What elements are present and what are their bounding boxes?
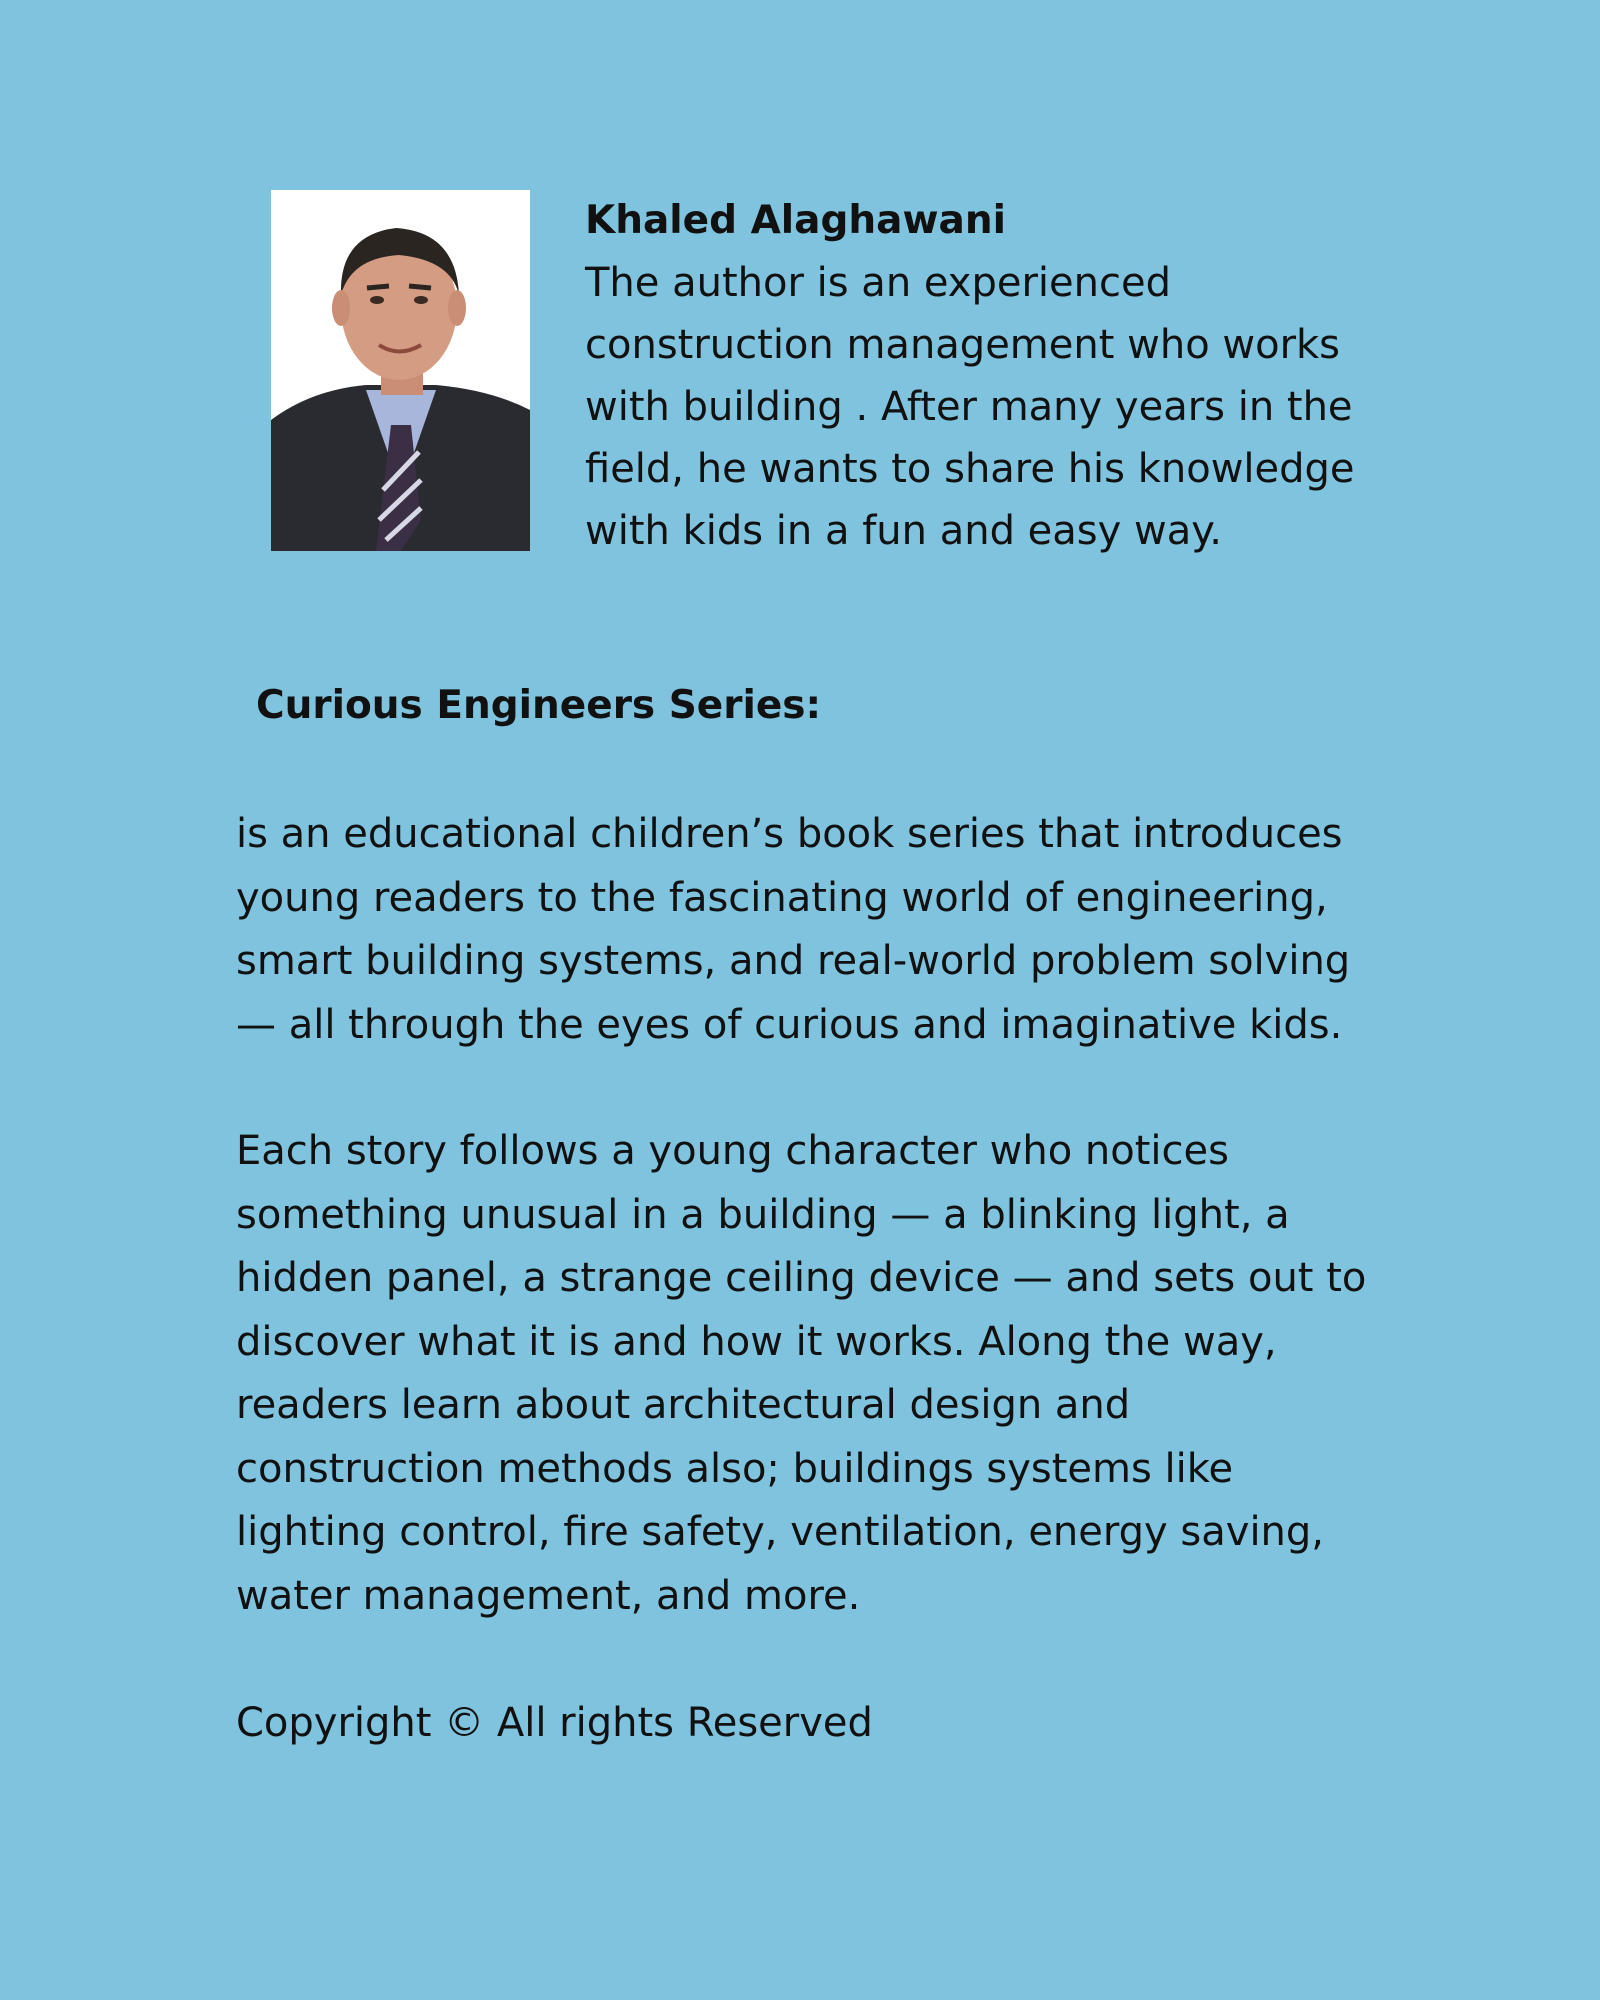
author-photo <box>271 190 530 551</box>
series-description-paragraph: Each story follows a young character who notices something unusual in a building — a blinking light, a hidden panel, a strange ceiling device — and sets out to discover what it is and how it works. Along the way, readers learn about architectural design and construction methods also; buildings systems like lighting control, fire safety, ventilation, energy saving, water management, and more. <box>236 1128 1367 1619</box>
series-intro-paragraph: is an educational children’s book series that introduces young readers to the fascinating world of engineering, smart building systems, and real-world problem solving — all through the eyes of curious and imaginative kids. <box>236 811 1351 1048</box>
series-title: Curious Engineers Series: <box>256 683 822 728</box>
author-block <box>585 190 1405 562</box>
author-name: Khaled Alaghawani <box>585 198 1006 243</box>
copyright-notice: Copyright © All rights Reserved <box>236 1700 873 1746</box>
author-bio: The author is an experienced construction management who works with building . After many years in the field, he wants to share his knowledge with kids in a fun and easy way. <box>585 260 1355 554</box>
